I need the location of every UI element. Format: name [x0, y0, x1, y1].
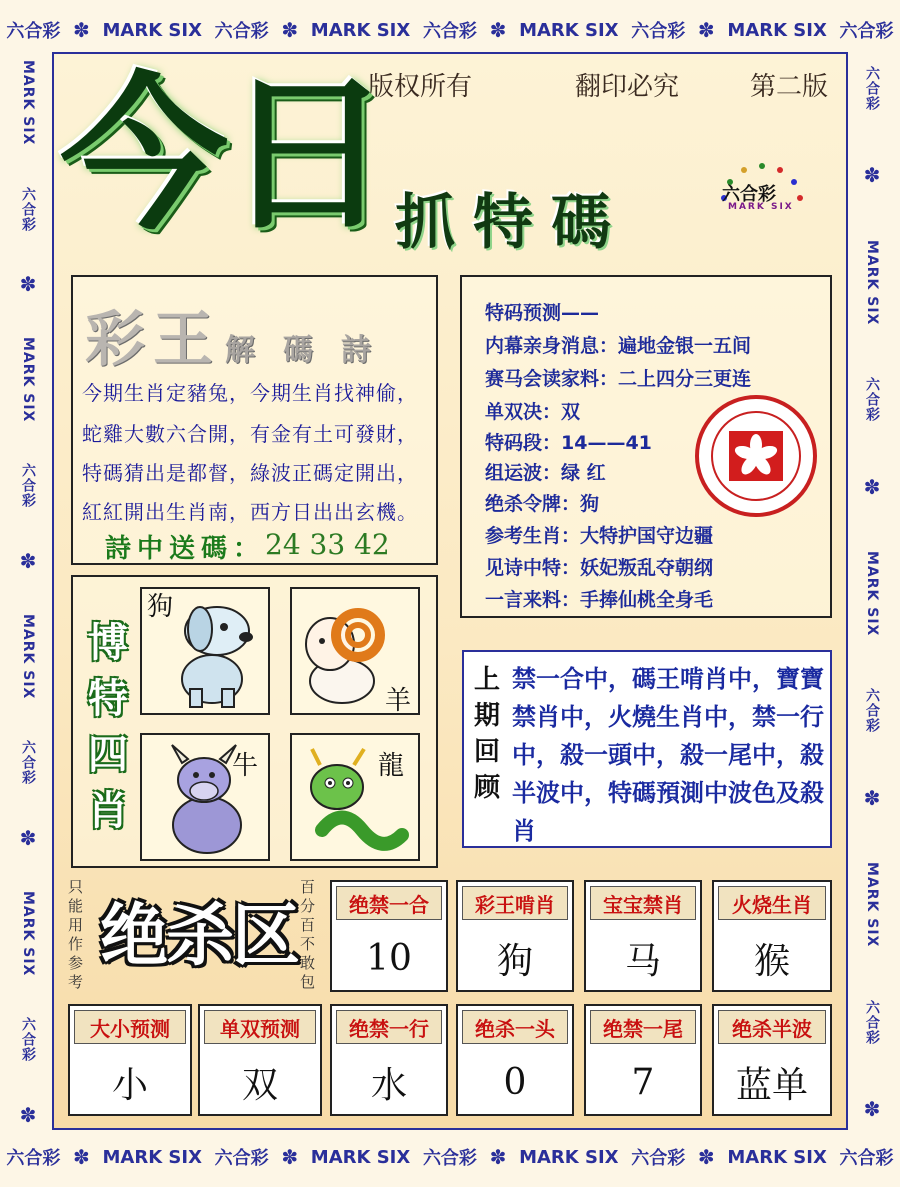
logo-subtext: MARK SIX — [728, 202, 794, 212]
kill-cell-value: 10 — [366, 937, 412, 979]
rosette-icon: ✽ — [863, 474, 881, 499]
brand-name: MARK SIX — [519, 1146, 619, 1168]
poem-subtitle: 解碼詩 — [225, 333, 399, 368]
logo-text: 六合彩 — [722, 184, 776, 205]
lottery-name: 六合彩 — [20, 740, 36, 786]
kill-cell-label: 火烧生肖 — [718, 886, 826, 920]
kill-cell-label: 大小预测 — [74, 1010, 186, 1044]
kill-cell-value: 7 — [631, 1061, 655, 1103]
poem-line: 紅紅開出生肖南，西方日出出玄機。 — [82, 500, 418, 524]
lottery-name: 六合彩 — [214, 21, 269, 42]
poem-line: 蛇雞大數六合開，有金有土可發財， — [82, 422, 418, 446]
kill-cell-value: 小 — [111, 1064, 148, 1106]
rosette-icon: ✽ — [863, 163, 881, 188]
rosette-icon: ✽ — [281, 1145, 299, 1169]
kill-cell-value: 水 — [370, 1064, 407, 1106]
prediction-line: 赛马会读家料：二上四分三更连 — [485, 368, 752, 390]
prediction-line: 一言来料：手捧仙桃全身毛 — [485, 589, 714, 611]
brand-name: MARK SIX — [20, 60, 36, 146]
review-text: 禁一合中，碼王啃肖中，寶寶禁肖中，火燒生肖中，禁一行中，殺一頭中，殺一尾中，殺半波中，特碼預測中波色及殺肖 — [512, 664, 824, 845]
kill-cell-value: 0 — [503, 1061, 527, 1103]
kill-cell-value: 马 — [624, 940, 661, 982]
kill-cell-label: 绝杀一头 — [462, 1010, 568, 1044]
poem-line: 今期生肖定豬兔，今期生肖找神偷， — [82, 381, 418, 405]
lottery-name: 六合彩 — [631, 21, 686, 42]
copyright-text: 版权所有 — [368, 72, 473, 102]
kill-cell-label: 绝杀半波 — [718, 1010, 826, 1044]
prediction-line: 见诗中特：妖妃叛乱夺朝纲 — [485, 557, 714, 579]
rosette-icon: ✽ — [19, 825, 37, 850]
brand-name: MARK SIX — [102, 19, 202, 41]
kill-cell-label: 绝禁一合 — [336, 886, 442, 920]
lottery-name: 六合彩 — [20, 463, 36, 509]
lottery-name: 六合彩 — [864, 688, 880, 734]
kill-cell-value: 猴 — [753, 940, 790, 982]
guarantee-note: 百分百不敢包 — [300, 878, 316, 991]
kill-cell-label: 宝宝禁肖 — [590, 886, 696, 920]
kill-cell-label: 单双预测 — [204, 1010, 316, 1044]
prediction-line: 绝杀令牌：狗 — [485, 493, 600, 515]
kill-zone-title: 绝杀区 — [100, 897, 299, 976]
four-animals-title: 博特四肖 — [88, 619, 128, 834]
brand-name: MARK SIX — [102, 1146, 202, 1168]
lottery-name: 六合彩 — [839, 1148, 894, 1169]
lottery-name: 六合彩 — [6, 21, 61, 42]
brand-name: MARK SIX — [864, 861, 880, 948]
kill-cell-value: 双 — [241, 1064, 278, 1106]
rosette-icon: ✽ — [19, 272, 37, 297]
bauhinia-icon — [699, 399, 813, 513]
lottery-name: 六合彩 — [214, 1148, 269, 1169]
reference-note: 只能用作参考 — [68, 878, 84, 991]
prediction-line: 内幕亲身消息：遍地金银一五间 — [485, 335, 752, 357]
prediction-line: 特码段：14——41 — [485, 432, 652, 454]
lottery-name: 六合彩 — [20, 186, 36, 232]
poem-send-label: 詩中送碼： — [105, 534, 266, 564]
brand-name: MARK SIX — [864, 239, 880, 326]
bottom-border — [0, 1137, 900, 1177]
poem-line: 特碼猜出是都督，綠波正碼定開出， — [82, 461, 418, 485]
rosette-icon: ✽ — [489, 1145, 507, 1169]
animal-label: 龍 — [378, 751, 405, 781]
prediction-line: 单双决：双 — [485, 401, 581, 423]
lottery-name: 六合彩 — [864, 66, 880, 112]
prediction-line: 组运波：绿 红 — [485, 462, 606, 484]
brand-name: MARK SIX — [727, 1146, 827, 1168]
poem-title: 彩王 — [85, 305, 221, 375]
prediction-heading: 特码预测—— — [485, 302, 600, 324]
animal-label: 牛 — [232, 751, 259, 781]
brand-name: MARK SIX — [519, 19, 619, 41]
brand-name: MARK SIX — [20, 890, 36, 976]
rosette-icon: ✽ — [19, 549, 37, 574]
lottery-name: 六合彩 — [864, 999, 880, 1045]
no-reprint-text: 翻印必究 — [575, 72, 680, 102]
brand-name: MARK SIX — [20, 337, 36, 423]
rosette-icon: ✽ — [73, 1145, 90, 1169]
prediction-line: 参考生肖：大特护国守边疆 — [485, 525, 714, 547]
edition-text: 第二版 — [750, 72, 829, 102]
rosette-icon: ✽ — [863, 785, 881, 810]
kill-cell-label: 绝禁一尾 — [590, 1010, 696, 1044]
brand-name: MARK SIX — [310, 1146, 411, 1168]
left-border — [8, 40, 48, 1147]
rosette-icon: ✽ — [19, 1102, 37, 1127]
brand-name: MARK SIX — [20, 613, 36, 700]
right-border — [852, 40, 892, 1147]
lottery-name: 六合彩 — [422, 21, 477, 42]
poem-send-numbers: 24 33 42 — [265, 528, 390, 561]
rosette-icon: ✽ — [73, 18, 90, 42]
brand-name: MARK SIX — [864, 550, 880, 637]
review-title: 上期回顾 — [473, 665, 500, 803]
mark-six-logo — [712, 158, 812, 248]
title-today: 今日 — [60, 55, 388, 253]
rosette-icon: ✽ — [697, 1145, 715, 1169]
animal-label: 羊 — [385, 686, 412, 716]
lottery-name: 六合彩 — [631, 1148, 686, 1169]
bauhinia-seal — [695, 395, 817, 517]
lottery-name: 六合彩 — [839, 21, 894, 42]
lottery-name: 六合彩 — [6, 1148, 61, 1169]
lottery-name: 六合彩 — [20, 1016, 36, 1062]
kill-cell-label: 彩王啃肖 — [462, 886, 568, 920]
rosette-icon: ✽ — [281, 18, 299, 42]
kill-cell-value: 狗 — [496, 940, 533, 982]
title-special-code: 抓特碼 — [395, 188, 629, 258]
rosette-icon: ✽ — [489, 18, 507, 42]
brand-name: MARK SIX — [310, 19, 411, 41]
lottery-name: 六合彩 — [422, 1148, 477, 1169]
lottery-name: 六合彩 — [864, 377, 880, 423]
kill-cell-label: 绝禁一行 — [336, 1010, 442, 1044]
rosette-icon: ✽ — [697, 18, 715, 42]
kill-cell-value: 蓝单 — [735, 1064, 808, 1106]
top-border — [0, 10, 900, 50]
animal-label: 狗 — [147, 592, 174, 622]
brand-name: MARK SIX — [727, 19, 827, 41]
rosette-icon: ✽ — [863, 1096, 881, 1121]
